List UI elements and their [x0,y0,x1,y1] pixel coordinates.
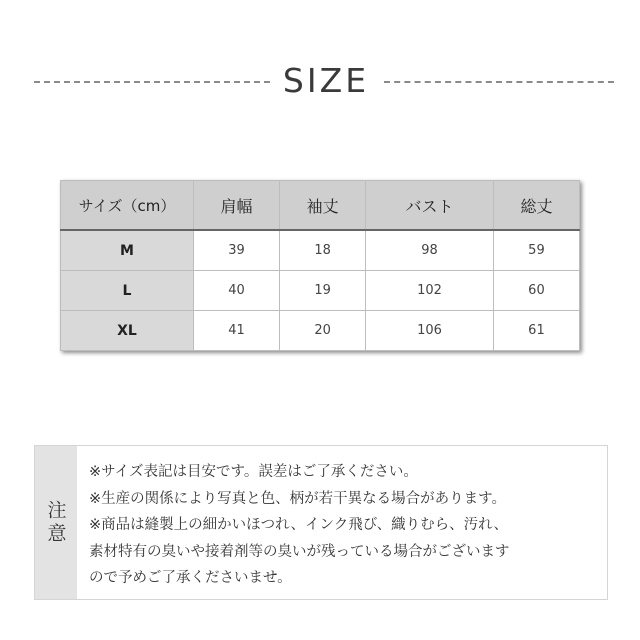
title-divider-right [384,81,614,83]
table-row [61,230,580,271]
table-cell: 19 [280,271,366,311]
table-cell: 40 [194,271,280,311]
table-header-row [61,181,580,231]
column-header-bust: バスト [366,181,494,231]
row-header-size: XL [61,311,194,351]
column-header-shoulder: 肩幅 [194,181,280,231]
title-row [0,58,640,104]
title-divider-left [34,81,270,83]
table-row [61,271,580,311]
notice-line: 素材特有の臭いや接着剤等の臭いが残っている場合がございます [89,543,510,560]
column-header-sleeve: 袖丈 [280,181,366,231]
size-table [60,180,580,351]
notice-line: ※生産の関係により写真と色、柄が若干異なる場合があります。 [89,490,506,507]
table-cell: 106 [366,311,494,351]
page-title: SIZE [282,61,370,100]
notice-label-text: 注意 [44,499,67,546]
notice-label [35,446,77,599]
table-cell: 60 [493,271,579,311]
notice-text [89,459,599,592]
row-header-size: M [61,230,194,271]
table-cell: 41 [194,311,280,351]
table-cell: 18 [280,230,366,271]
column-header-length: 総丈 [493,181,579,231]
table-cell: 59 [493,230,579,271]
table-cell: 20 [280,311,366,351]
table-row [61,311,580,351]
notice-line: ※商品は縫製上の細かいほつれ、インク飛び、織りむら、汚れ、 [89,517,509,533]
row-header-size: L [61,271,194,311]
table-cell: 98 [366,230,494,271]
table-cell: 39 [194,230,280,271]
table-cell: 102 [366,271,494,311]
column-header-size: サイズ（cm） [61,181,194,231]
notice-line: ※サイズ表記は目安です。誤差はご了承ください。 [89,464,418,480]
notice-box [34,445,608,600]
notice-line: ので予めご了承くださいませ。 [89,570,292,586]
table-cell: 61 [493,311,579,351]
